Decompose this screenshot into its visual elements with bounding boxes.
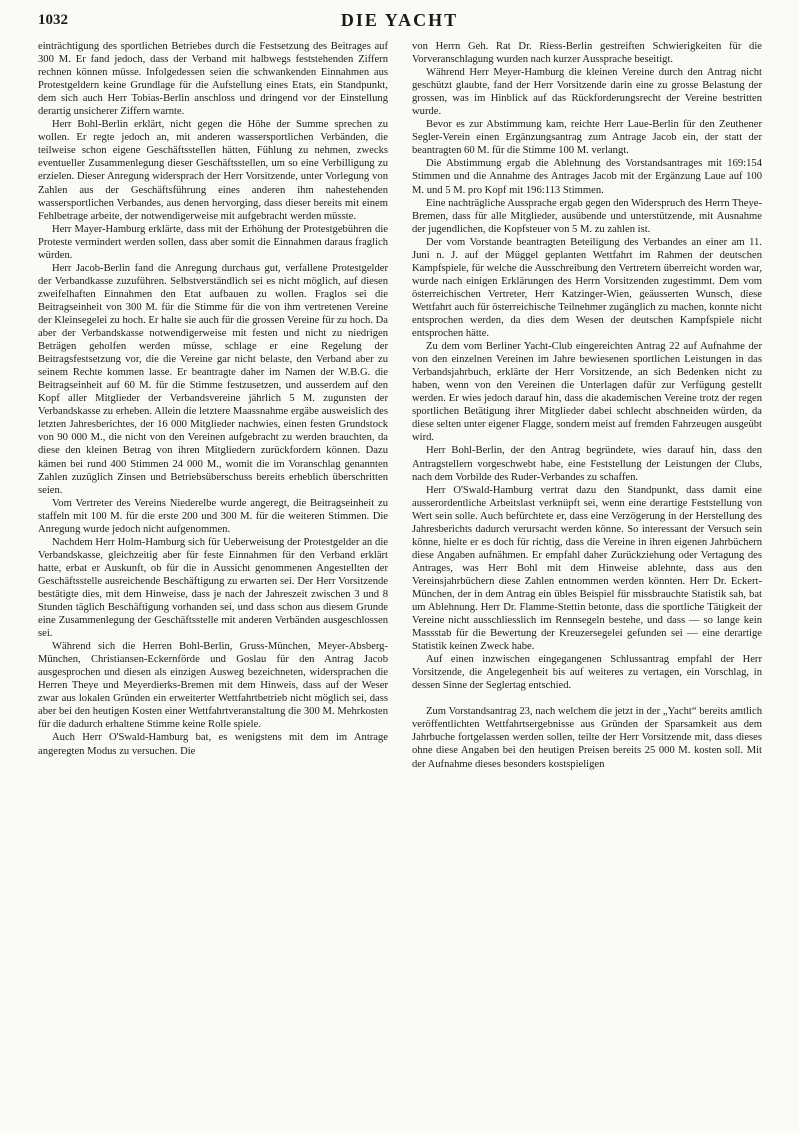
paragraph: Herr Jacob-Berlin fand die Anregung durchaus gut, verfallene Protestgelder der Verbandkasse zuzuführen. Selbstverständlich sei es nicht möglich, auf diesen zweifelhaften Einnahmen den Etat aufbauen zu wollen. Fraglos sei die Beitragseinheit von 300 M. für die Stimme für die von ihm vertretenen Vereine der Kleinsegelei zu hoch. Er halte sie auch für die grossen Vereine für zu hoch. Da aber der Verbandskasse notwendigerweise mit festen und nicht zu niedrigen Beträgen geholfen werden müsse, schlage er eine Regelung der Beitragsfestsetzung vor, die die Vereine gar nicht belaste, den Verband aber zu seinem Rechte kommen lasse. Er beantragte daher im Namen der W.B.G. die Beitragseinheit auf 60 M. für die Stimme festzusetzen, und ausserdem auf den Kopf aller Mitglieder der Verbandsvereine jährlich 5 M. zugunsten der Verbandskasse zu erheben. Allein die letztere Maassnahme ergäbe ausweislich des letzten Jahresberichtes, der 16 000 Mitglieder nachwies, einen festen Grundstock von 90 000 M., die nicht von den Vereinen aufgebracht zu werden brauchten, da diese den kleinen Betrag von ihren Mitgliedern zurückfordern können. Dazu kämen bei rund 400 Stimmen 24 000 M., womit die im Voranschlag genannten Zahlen zuzüglich Zinsen und Betriebsüberschuss bereits erheblich überschritten seien.: [38, 262, 388, 496]
text-columns: [38, 40, 762, 1110]
paragraph: Zum Vorstandsantrag 23, nach welchem die jetzt in der „Yacht“ bereits amtlich veröffentlichten Wettfahrtsergebnisse aus Gründen der Sparsamkeit aus dem Jahrbuche fortgelassen werden sollen, teilte der Herr Vorsitzende mit, dass dieses ohne diese Angaben bei den heutigen Preisen bereits 25 000 M. kosten soll. Mit der Aufnahme dieses besonders kostspieligen: [412, 706, 762, 770]
paragraph: Zu dem vom Berliner Yacht-Club eingereichten Antrag 22 auf Aufnahme der von den einzelnen Vereinen im Jahre bewiesenen sportlichen Leistungen in das Verbandsjahrbuch, erklärte der Herr Vorsitzende, an sich Bedenken nicht zu haben, wenn von den Vereinen die Unterlagen dafür zur Verfügung gestellt werden. Er wies jedoch darauf hin, dass die akademischen Vereine trotz der regen sportlichen Betätigung ihrer Mitglieder dabei schlecht abschneiden würden, da diese selten unter eigener Flagge, sondern meist auf fremden Fahrzeugen ausgeübt wird.: [412, 341, 762, 444]
page-number: 1032: [38, 12, 68, 28]
paragraph: Auch Herr O'Swald-Hamburg bat, es wenigstens mit dem im Antrage angeregten Modus zu versuchen. Die: [38, 732, 388, 757]
paragraph: einträchtigung des sportlichen Betriebes durch die Festsetzung des Beitrages auf 300 M. Er fand jedoch, dass der Verband mit halbwegs feststehenden Ziffern rechnen können müsse. Infolgedessen seien die schwankenden Einnahmen aus Protestgeldern keine Grundlage für die Aufstellung eines Etats, ein Standpunkt, dem sich auch Herr Tobias-Berlin anschloss und dringend vor der Einstellung derartig unsicherer Ziffern warnte.: [38, 41, 388, 118]
paragraph: Bevor es zur Abstimmung kam, reichte Herr Laue-Berlin für den Zeuthener Segler-Verein einen Ergänzungsantrag zum Antrage Jacob ein, der statt der beantragten 60 M. für die Stimme 100 M. verlangt.: [412, 119, 762, 157]
paragraph: Eine nachträgliche Aussprache ergab gegen den Widerspruch des Herrn Theye-Bremen, dass für alle Mitglieder, ausübende und unterstützende, mit Ausnahme der jugendlichen, die Kopfsteuer von 5 M. zu zahlen ist.: [412, 197, 762, 235]
page-title: DIE YACHT: [340, 10, 459, 30]
paragraph: Nachdem Herr Holm-Hamburg sich für Ueberweisung der Protestgelder an die Verbandskasse, gleichzeitig aber für feste Einnahmen für den Verband erklärt hatte, erbat er Auskunft, ob für die in Aussicht genommenen Angestellten der Geschäftsstelle ausreichende Beschäftigung zu erwarten sei. Der Herr Vorsitzende bestätigte dies, mit dem Hinweise, dass je nach der Jahreszeit zwischen 3 und 8 Stunden täglich Beschäftigung vorhanden sei, und dass schon aus diesem Grunde eine Zusammenlegung der Geschäftsstelle mit anderen Verbänden ausgeschlossen sei.: [38, 536, 388, 640]
paragraph: Während sich die Herren Bohl-Berlin, Gruss-München, Meyer-Absberg-München, Christiansen-Eckernförde und Goslau für den Antrag Jacob ausgesprochen und diesen als einzigen Ausweg bezeichneten, widersprachen die Herren Theye und Meyerdierks-Bremen mit dem Hinweis, dass auf der Weser zwar aus lokalen Gründen ein erweiterter Wettfahrtbetrieb nicht möglich sei, dass aber bei den heutigen Kosten einer Wettfahrtveranstaltung die 300 M. Mehrkosten für die dadurch erhaltene Stimme keine Rolle spiele.: [38, 641, 388, 731]
paragraph: Herr Mayer-Hamburg erklärte, dass mit der Erhöhung der Protestgebühren die Proteste vermindert werden sollen, dass aber somit die Einnahmen daraus fraglich würden.: [38, 223, 388, 261]
paragraph: Herr Bohl-Berlin erklärt, nicht gegen die Höhe der Summe sprechen zu wollen. Er regte jedoch an, mit anderen wassersportlichen Verbänden, die teilweise schon eigene Geschäftsstellen hätten, Fühlung zu nehmen, zwecks eventueller Zusammenlegung dieser Geschäftsstellen, um so eine Verbilligung zu erzielen. Dieser Anregung widersprach der Herr Vorsitzende, unter Vorlegung von Zahlen aus der Geschäftsführung eines anderen ihm nahestehenden wassersportlichen Verbandes, aus denen hervorging, dass dieser bereits mit einem Fehlbetrage arbeite, der notwendigerweise mit aufgebracht werden müsste.: [38, 119, 388, 222]
left-column: [38, 40, 388, 1110]
paragraph: Die Abstimmung ergab die Ablehnung des Vorstandsantrages mit 169:154 Stimmen und die Annahme des Antrages Jacob mit der Ergänzung Laue auf 100 M. und 5 M. pro Kopf mit 196:113 Stimmen.: [412, 158, 762, 196]
paragraph: Vom Vertreter des Vereins Niederelbe wurde angeregt, die Beitragseinheit zu staffeln mit 100 M. für die erste 200 und 300 M. für die weiteren Stimmen. Die Anregung wurde jedoch nicht aufgenommen.: [38, 497, 388, 535]
paragraph: von Herrn Geh. Rat Dr. Riess-Berlin gestreiften Schwierigkeiten für die Vorveranschlagung wurden nach kurzer Aussprache beseitigt.: [412, 41, 762, 66]
paragraph: Herr O'Swald-Hamburg vertrat dazu den Standpunkt, dass damit eine ausserordentliche Arbeitslast verknüpft sei, wenn eine derartige Feststellung von Wert sein solle. Auch befürchtete er, dass eine Verzögerung in der Herstellung des Jahresberichts dadurch verursacht werden könne. So interessant der Versuch sein könne, hielte er es doch für richtig, dass die Vereine in ihren eigenen Jahrbüchern diese Angaben aufnähmen. Er empfahl daher Zurückziehung oder Vertagung des Antrages, was Herr Bohl mit dem Hinweise ablehnte, dass aus den Vereinsjahrbüchern diese Zahlen entnommen werden könnten. Herr Dr. Eckert-München, der in dem Antrag ein übles Beispiel für missbrauchte Statistik sah, bat um Ablehnung. Herr Dr. Flamme-Stettin betonte, dass die sportliche Tätigkeit der Vereine nicht ausschliesslich im Rennsegeln bestehe, und dass — so lange kein Massstab für die Bewertung der Kreuzersegelei gefunden sei — eine derartige Statistik keinen Zweck habe.: [412, 484, 762, 653]
page-header: [38, 8, 761, 38]
right-column: [412, 40, 762, 1110]
paragraph: Auf einen inzwischen eingegangenen Schlussantrag empfahl der Herr Vorsitzende, die Angelegenheit bis auf weiteres zu vertagen, ein Vorschlag, in dessen Sinne der Seglertag entschied.: [412, 654, 762, 692]
paragraph: Während Herr Meyer-Hamburg die kleinen Vereine durch den Antrag nicht geschützt glaubte, fand der Herr Vorsitzende darin eine zu grosse Belastung der grossen, was im Hinblick auf das Rückforderungsrecht der Vereine bestritten wurde.: [412, 67, 762, 118]
paragraph: Herr Bohl-Berlin, der den Antrag begründete, wies darauf hin, dass den Antragstellern vorgeschwebt habe, eine Feststellung der Leistungen der Clubs, nach dem Vorbilde des Ruder-Verbandes zu schaffen.: [412, 445, 762, 483]
paragraph: Der vom Vorstande beantragten Beteiligung des Verbandes an einer am 11. Juni n. J. auf der Müggel geplanten Wettfahrt im Rahmen der deutschen Kampfspiele, für welche die Ausschreibung den Vertretern überreicht worden war, wurde nach einigen Erklärungen des Herrn Vorsitzenden zugestimmt. Dem vom österreichischen Vertreter, Herr Katzinger-Wien, geäusserten Wunsch, diese Wettfahrt auch für österreichische Teilnehmer zugänglich zu machen, konnte nicht entsprochen werden, da dies dem Wesen der deutschen Kampfspiele nicht entsprochen hätte.: [412, 236, 762, 340]
